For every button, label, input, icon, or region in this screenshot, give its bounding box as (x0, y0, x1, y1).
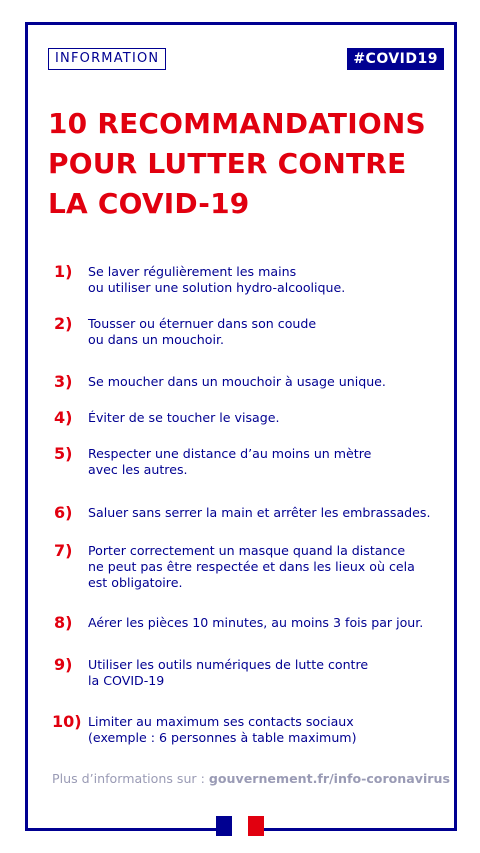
logo-red-band (248, 816, 264, 836)
item-text-line: Aérer les pièces 10 minutes, au moins 3 fois par jour. (88, 615, 424, 630)
footer-link[interactable]: gouvernement.fr/info-coronavirus (208, 771, 450, 786)
item-text-line: Porter correctement un masque quand la distance (88, 543, 406, 558)
item-text (88, 410, 448, 426)
item-text (88, 657, 448, 689)
item-text-line: Se laver régulièrement les mains (88, 264, 297, 279)
item-number: 3) (54, 372, 73, 391)
item-number: 10) (52, 712, 82, 731)
item-text-line: Tousser ou éternuer dans son coude (88, 316, 317, 331)
item-text (88, 374, 448, 390)
item-text (88, 316, 448, 348)
item-text-line: ou utiliser une solution hydro-alcoolique. (88, 280, 346, 295)
item-number: 2) (54, 314, 73, 333)
item-text-line: (exemple : 6 personnes à table maximum) (88, 730, 357, 745)
item-text-line: ne peut pas être respectée et dans les lieux où cela (88, 559, 415, 574)
item-text-line: Limiter au maximum ses contacts sociaux (88, 714, 354, 729)
logo-blue-band (216, 816, 232, 836)
item-text-line: Saluer sans serrer la main et arrêter les embrassades. (88, 505, 431, 520)
item-text-line: Se moucher dans un mouchoir à usage unique. (88, 374, 386, 389)
title-line-2: POUR LUTTER CONTRE (48, 147, 407, 180)
item-text-line: Utiliser les outils numériques de lutte contre (88, 657, 369, 672)
item-number: 6) (54, 503, 73, 522)
item-text-line: ou dans un mouchoir. (88, 332, 225, 347)
item-text-line: avec les autres. (88, 462, 188, 477)
item-text-line: Éviter de se toucher le visage. (88, 410, 280, 425)
footer-info (52, 771, 450, 786)
item-text-line: Respecter une distance d’au moins un mètre (88, 446, 372, 461)
item-text (88, 505, 448, 521)
item-text (88, 543, 448, 591)
footer-prefix: Plus d’informations sur : (52, 771, 209, 786)
item-text-line: est obligatoire. (88, 575, 183, 590)
item-number: 8) (54, 613, 73, 632)
covid19-hashtag: #COVID19 (347, 48, 444, 70)
logo-white-band (232, 816, 248, 836)
item-text (88, 264, 448, 296)
item-text (88, 446, 448, 478)
poster-title (48, 104, 448, 224)
item-number: 9) (54, 655, 73, 674)
item-text-line: la COVID-19 (88, 673, 165, 688)
item-number: 1) (54, 262, 73, 281)
item-number: 5) (54, 444, 73, 463)
item-text (88, 714, 448, 746)
title-line-1: 10 RECOMMANDATIONS (48, 107, 426, 140)
item-number: 7) (54, 541, 73, 560)
information-tag: INFORMATION (48, 48, 166, 70)
title-line-3: LA COVID-19 (48, 187, 250, 220)
item-number: 4) (54, 408, 73, 427)
item-text (88, 615, 448, 631)
marianne-logo-icon (216, 816, 264, 836)
